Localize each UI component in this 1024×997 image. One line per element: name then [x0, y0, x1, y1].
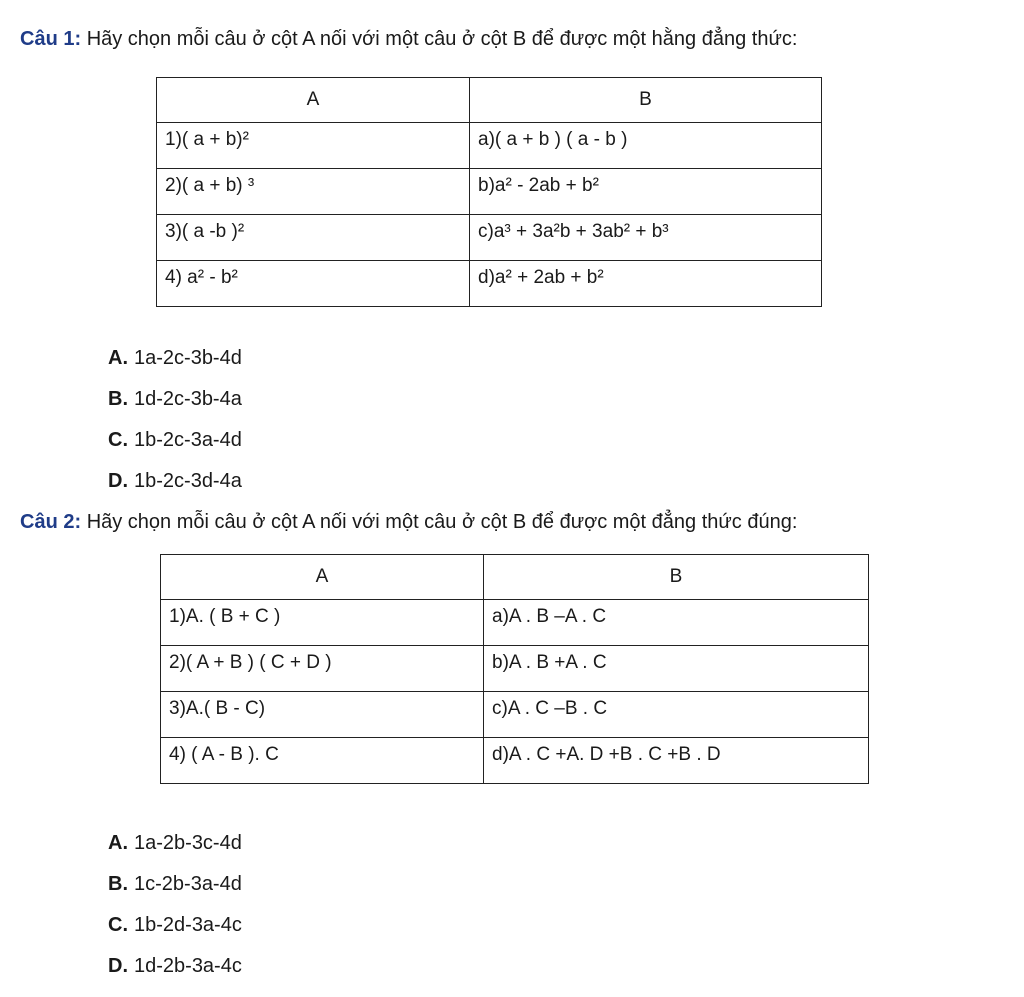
cell-b: d)a² + 2ab + b²: [470, 261, 822, 307]
option-text: 1c-2b-3a-4d: [134, 873, 242, 895]
question-2-text: Hãy chọn mỗi câu ở cột A nối với một câu ở cột B để được một đẳng thức đúng:: [86, 511, 798, 533]
cell-a: 4) a² - b²: [157, 261, 470, 307]
table-row: [157, 261, 822, 307]
option-letter: A.: [108, 832, 128, 854]
option-letter: C.: [108, 429, 128, 451]
option-letter: A.: [108, 347, 128, 369]
option-item[interactable]: [108, 430, 242, 471]
cell-b: d)A . C +A. D +B . C +B . D: [484, 738, 869, 784]
table-row: [161, 738, 869, 784]
option-text: 1a-2b-3c-4d: [134, 832, 242, 854]
table-row: [161, 646, 869, 692]
question-2-title: [20, 511, 797, 534]
cell-b: b)a² - 2ab + b²: [470, 169, 822, 215]
cell-b: a)A . B –A . C: [484, 600, 869, 646]
option-letter: C.: [108, 914, 128, 936]
option-item[interactable]: [108, 389, 242, 430]
question-2-options: [108, 833, 242, 997]
option-item[interactable]: [108, 915, 242, 956]
cell-a: 4) ( A - B ). C: [161, 738, 484, 784]
question-1-text: Hãy chọn mỗi câu ở cột A nối với một câu ở cột B để được một hằng đẳng thức:: [86, 28, 798, 50]
question-2-label: Câu 2:: [20, 511, 82, 533]
table-row: [157, 169, 822, 215]
cell-a: 1)( a + b)²: [157, 123, 470, 169]
option-text: 1b-2c-3d-4a: [134, 470, 242, 492]
cell-a: 3)A.( B - C): [161, 692, 484, 738]
option-letter: D.: [108, 470, 128, 492]
option-text: 1d-2b-3a-4c: [134, 955, 242, 977]
table-header-b: B: [484, 555, 869, 600]
question-1-options: [108, 348, 242, 512]
cell-b: b)A . B +A . C: [484, 646, 869, 692]
cell-b: c)A . C –B . C: [484, 692, 869, 738]
cell-a: 2)( a + b) ³: [157, 169, 470, 215]
option-text: 1d-2c-3b-4a: [134, 388, 242, 410]
table-header-b: B: [470, 78, 822, 123]
option-letter: D.: [108, 955, 128, 977]
table-row: [157, 123, 822, 169]
cell-a: 2)( A + B ) ( C + D ): [161, 646, 484, 692]
option-text: 1b-2c-3a-4d: [134, 429, 242, 451]
option-item[interactable]: [108, 471, 242, 512]
option-item[interactable]: [108, 956, 242, 997]
option-item[interactable]: [108, 833, 242, 874]
option-item[interactable]: [108, 874, 242, 915]
option-text: 1b-2d-3a-4c: [134, 914, 242, 936]
cell-b: a)( a + b ) ( a - b ): [470, 123, 822, 169]
cell-a: 1)A. ( B + C ): [161, 600, 484, 646]
table-row: [161, 600, 869, 646]
question-1-label: Câu 1:: [20, 28, 82, 50]
cell-b: c)a³ + 3a²b + 3ab² + b³: [470, 215, 822, 261]
table-row: [161, 692, 869, 738]
table-header-a: A: [157, 78, 470, 123]
option-letter: B.: [108, 388, 128, 410]
option-text: 1a-2c-3b-4d: [134, 347, 242, 369]
question-1-title: [20, 28, 797, 51]
table-row: [157, 215, 822, 261]
table-header-a: A: [161, 555, 484, 600]
cell-a: 3)( a -b )²: [157, 215, 470, 261]
question-2-table: [160, 554, 869, 784]
option-item[interactable]: [108, 348, 242, 389]
question-1-table: [156, 77, 822, 307]
option-letter: B.: [108, 873, 128, 895]
